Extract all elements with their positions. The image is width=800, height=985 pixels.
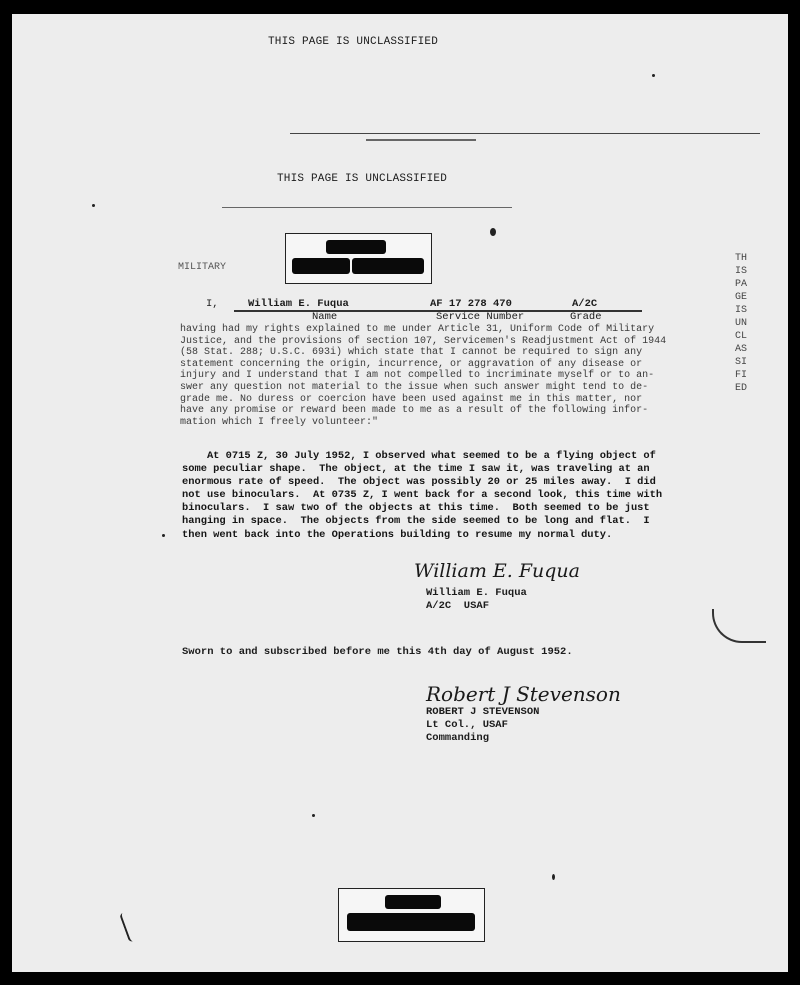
signer-rank: A/2C USAF (426, 600, 490, 612)
redaction-bar (347, 913, 475, 931)
speck (162, 534, 165, 537)
faint-rule-3 (222, 207, 512, 208)
commander-rank: Lt Col., USAF (426, 719, 508, 731)
statement-line: At 0715 Z, 30 July 1952, I observed what seemed to be a flying object of (182, 450, 656, 462)
signer-name: William E. Fuqua (426, 587, 527, 599)
signature-stevenson: Robert J Stevenson (426, 682, 621, 706)
military-label: MILITARY (178, 262, 227, 273)
statement-line: hanging in space. The objects from the side seemed to be long and flat. I (182, 515, 650, 528)
side-stamp-mark (712, 609, 766, 643)
speck (652, 74, 655, 77)
redaction-bar (292, 258, 350, 274)
rights-line: grade me. No duress or coercion have been used against me in this matter, nor (180, 393, 643, 405)
header-unclassified-second: THIS PAGE IS UNCLASSIFIED (277, 173, 448, 185)
statement-line: then went back into the Operations building to resume my normal duty. (182, 528, 613, 541)
ink-mark (119, 912, 137, 943)
commander-name: ROBERT J STEVENSON (426, 706, 540, 718)
rights-line: injury and I understand that I am not compelled to incriminate myself or to an- (180, 370, 655, 382)
sworn-statement: Sworn to and subscribed before me this 4th day of August 1952. (182, 646, 573, 658)
identity-service-number: AF 17 278 470 (430, 298, 512, 310)
document-page (12, 14, 788, 972)
speck (312, 814, 315, 817)
identity-prefix: I, (206, 298, 219, 310)
signature-fuqua: William E. Fuqua (414, 560, 580, 582)
statement-line: not use binoculars. At 0735 Z, I went back for a second look, this time with (182, 489, 663, 502)
rights-line: Justice, and the provisions of section 107, Servicemen's Readjustment Act of 1944 (180, 335, 667, 347)
faint-rule-2 (366, 139, 476, 141)
side-stamp-unclassified: THIS PAGE IS UNCLASSIFIED (734, 253, 747, 394)
redaction-bar (352, 258, 424, 274)
redaction-bar (385, 895, 441, 909)
identity-grade: A/2C (572, 298, 598, 310)
redaction-bar (326, 240, 386, 254)
rights-line: mation which I freely volunteer:" (180, 416, 379, 428)
statement-line: enormous rate of speed. The object was possibly 20 or 25 miles away. I did (182, 476, 656, 489)
rights-line: swer any question not material to the issue when such answer might tend to de- (180, 381, 649, 393)
rights-line: have any promise or reward been made to me as a result of the following infor- (180, 405, 649, 417)
speck (552, 874, 555, 880)
redaction-box-bottom (338, 888, 485, 942)
speck (92, 204, 95, 207)
commander-role: Commanding (426, 732, 490, 744)
name-caption: Name (312, 311, 338, 323)
grade-caption: Grade (570, 311, 602, 323)
service-number-caption: Service Number (436, 311, 525, 323)
faint-rule (290, 133, 760, 134)
header-unclassified-top: THIS PAGE IS UNCLASSIFIED (268, 36, 439, 48)
statement-line: some peculiar shape. The object, at the time I saw it, was traveling at an (182, 463, 650, 476)
redaction-box-top (285, 233, 432, 284)
speck (490, 228, 496, 236)
rights-paragraph (180, 324, 666, 428)
rights-line: statement concerning the origin, incurrence, or aggravation of any disease or (180, 358, 643, 370)
statement-line: binoculars. I saw two of the objects at this time. Both seemed to be just (182, 502, 650, 515)
rights-line: (58 Stat. 288; U.S.C. 693i) which state that I cannot be required to sign any (180, 347, 643, 359)
statement-paragraph (182, 450, 662, 542)
rights-line: having had my rights explained to me under Article 31, Uniform Code of Military (180, 324, 655, 335)
identity-name: William E. Fuqua (248, 298, 349, 310)
